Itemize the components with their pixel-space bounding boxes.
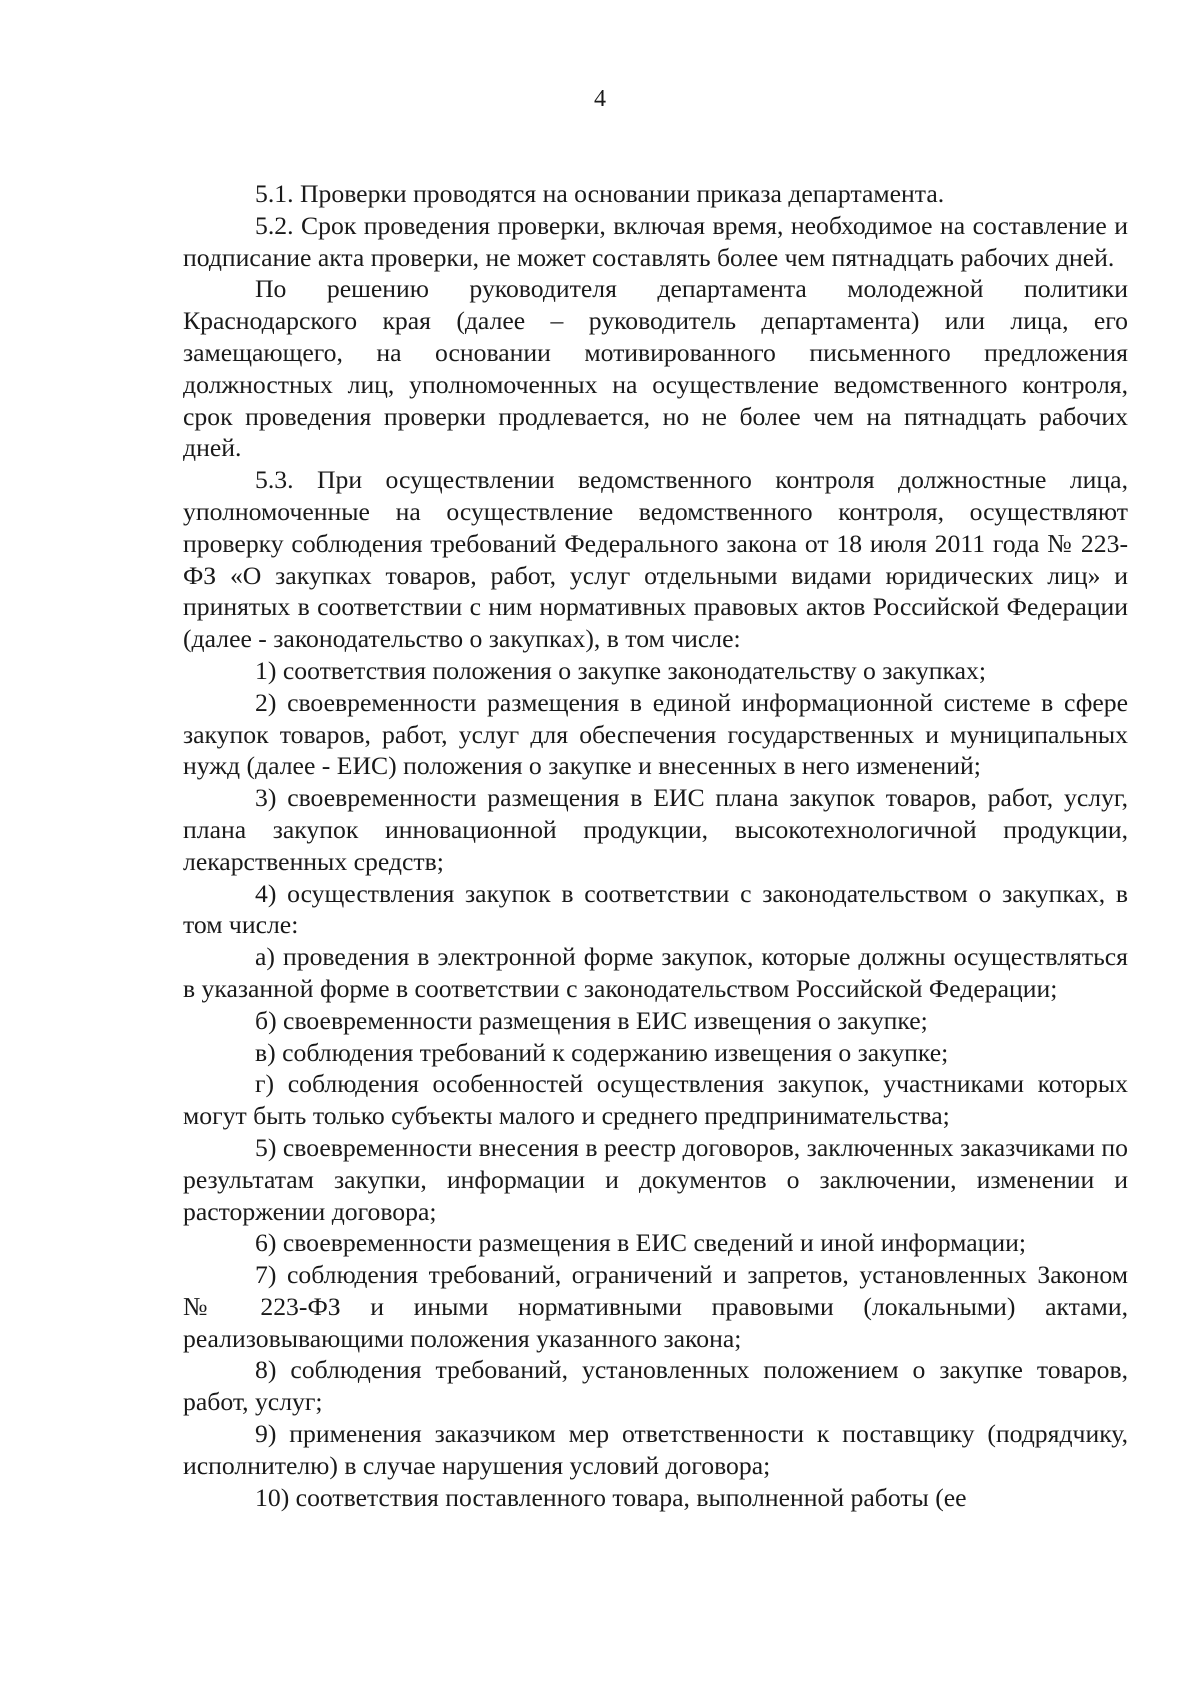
list-item-6: 6) своевременности размещения в ЕИС сведений и иной информации;: [255, 1228, 1027, 1258]
page-number: 4: [594, 86, 606, 112]
list-item-4g: г) соблюдения особенностей осуществления закупок, участниками которых могут быть только субъекты малого и среднего предпринимательства;: [183, 1069, 1128, 1131]
list-item-7: 7) соблюдения требований, ограничений и запретов, установленных Законом № 223-ФЗ и иными нормативными правовыми (локальными) актами, реализовывающими положения указанного закона;: [183, 1260, 1128, 1353]
list-item-4a: а) проведения в электронной форме закупок, которые должны осуществляться в указанной форме в соответствии с законодательством Российской Федерации;: [183, 942, 1128, 1003]
list-item-4b: б) своевременности размещения в ЕИС извещения о закупке;: [255, 1005, 928, 1035]
list-item-1: 1) соответствия положения о закупке законодательству о закупках;: [255, 655, 986, 685]
list-item-4v: в) соблюдения требований к содержанию извещения о закупке;: [255, 1037, 949, 1067]
list-item-9: 9) применения заказчиком мер ответственности к поставщику (подрядчику, исполнителю) в случае нарушения условий договора;: [183, 1419, 1128, 1480]
list-item-5: 5) своевременности внесения в реестр договоров, заключенных заказчиками по результатам закупки, информации и документов о заключении, изменении и расторжении договора;: [183, 1132, 1128, 1226]
list-item-4: 4) осуществления закупок в соответствии с законодательством о закупках, в том числе:: [183, 878, 1128, 940]
list-item-3: 3) своевременности размещения в ЕИС плана закупок товаров, работ, услуг, плана закупок инновационной продукции, высокотехнологичной продукции, лекарственных средств;: [183, 783, 1128, 876]
list-item-8: 8) соблюдения требований, установленных положением о закупке товаров, работ, услуг;: [183, 1355, 1128, 1417]
list-item-2: 2) своевременности размещения в единой информационной системе в сфере закупок товаров, работ, услуг для обеспечения государственных и муниципальных нужд (далее - ЕИС) положения о закупке и внесенных в него изменений;: [183, 687, 1128, 781]
paragraph-5-2: 5.2. Срок проведения проверки, включая время, необходимое на составление и подписание акта проверки, не может составлять более чем пятнадцать рабочих дней.: [183, 210, 1128, 272]
paragraph-extension-decision: По решению руководителя департамента молодежной политики Краснодарского края (далее – руководитель департамента) или лица, его замещающего, на основании мотивированного письменного предложения должностных лиц, уполномоченных на осуществление ведомственного контроля, срок проведения проверки продлевается, но не более чем на пятнадцать рабочих дней.: [183, 274, 1128, 463]
list-item-10: 10) соответствия поставленного товара, выполненной работы (ее: [255, 1482, 967, 1512]
paragraph-5-1: 5.1. Проверки проводятся на основании приказа департамента.: [255, 179, 945, 208]
document-body: [183, 178, 1128, 1513]
paragraph-5-3: 5.3. При осуществлении ведомственного контроля должностные лица, уполномоченные на осуществление ведомственного контроля, осуществляют проверку соблюдения требований Федерального закона от 18 июля 2011 года № 223-ФЗ «О закупках товаров, работ, услуг отдельными видами юридических лиц» и принятых в соответствии с ним нормативных правовых актов Российской Федерации (далее - законодательство о закупках), в том числе:: [183, 465, 1128, 654]
